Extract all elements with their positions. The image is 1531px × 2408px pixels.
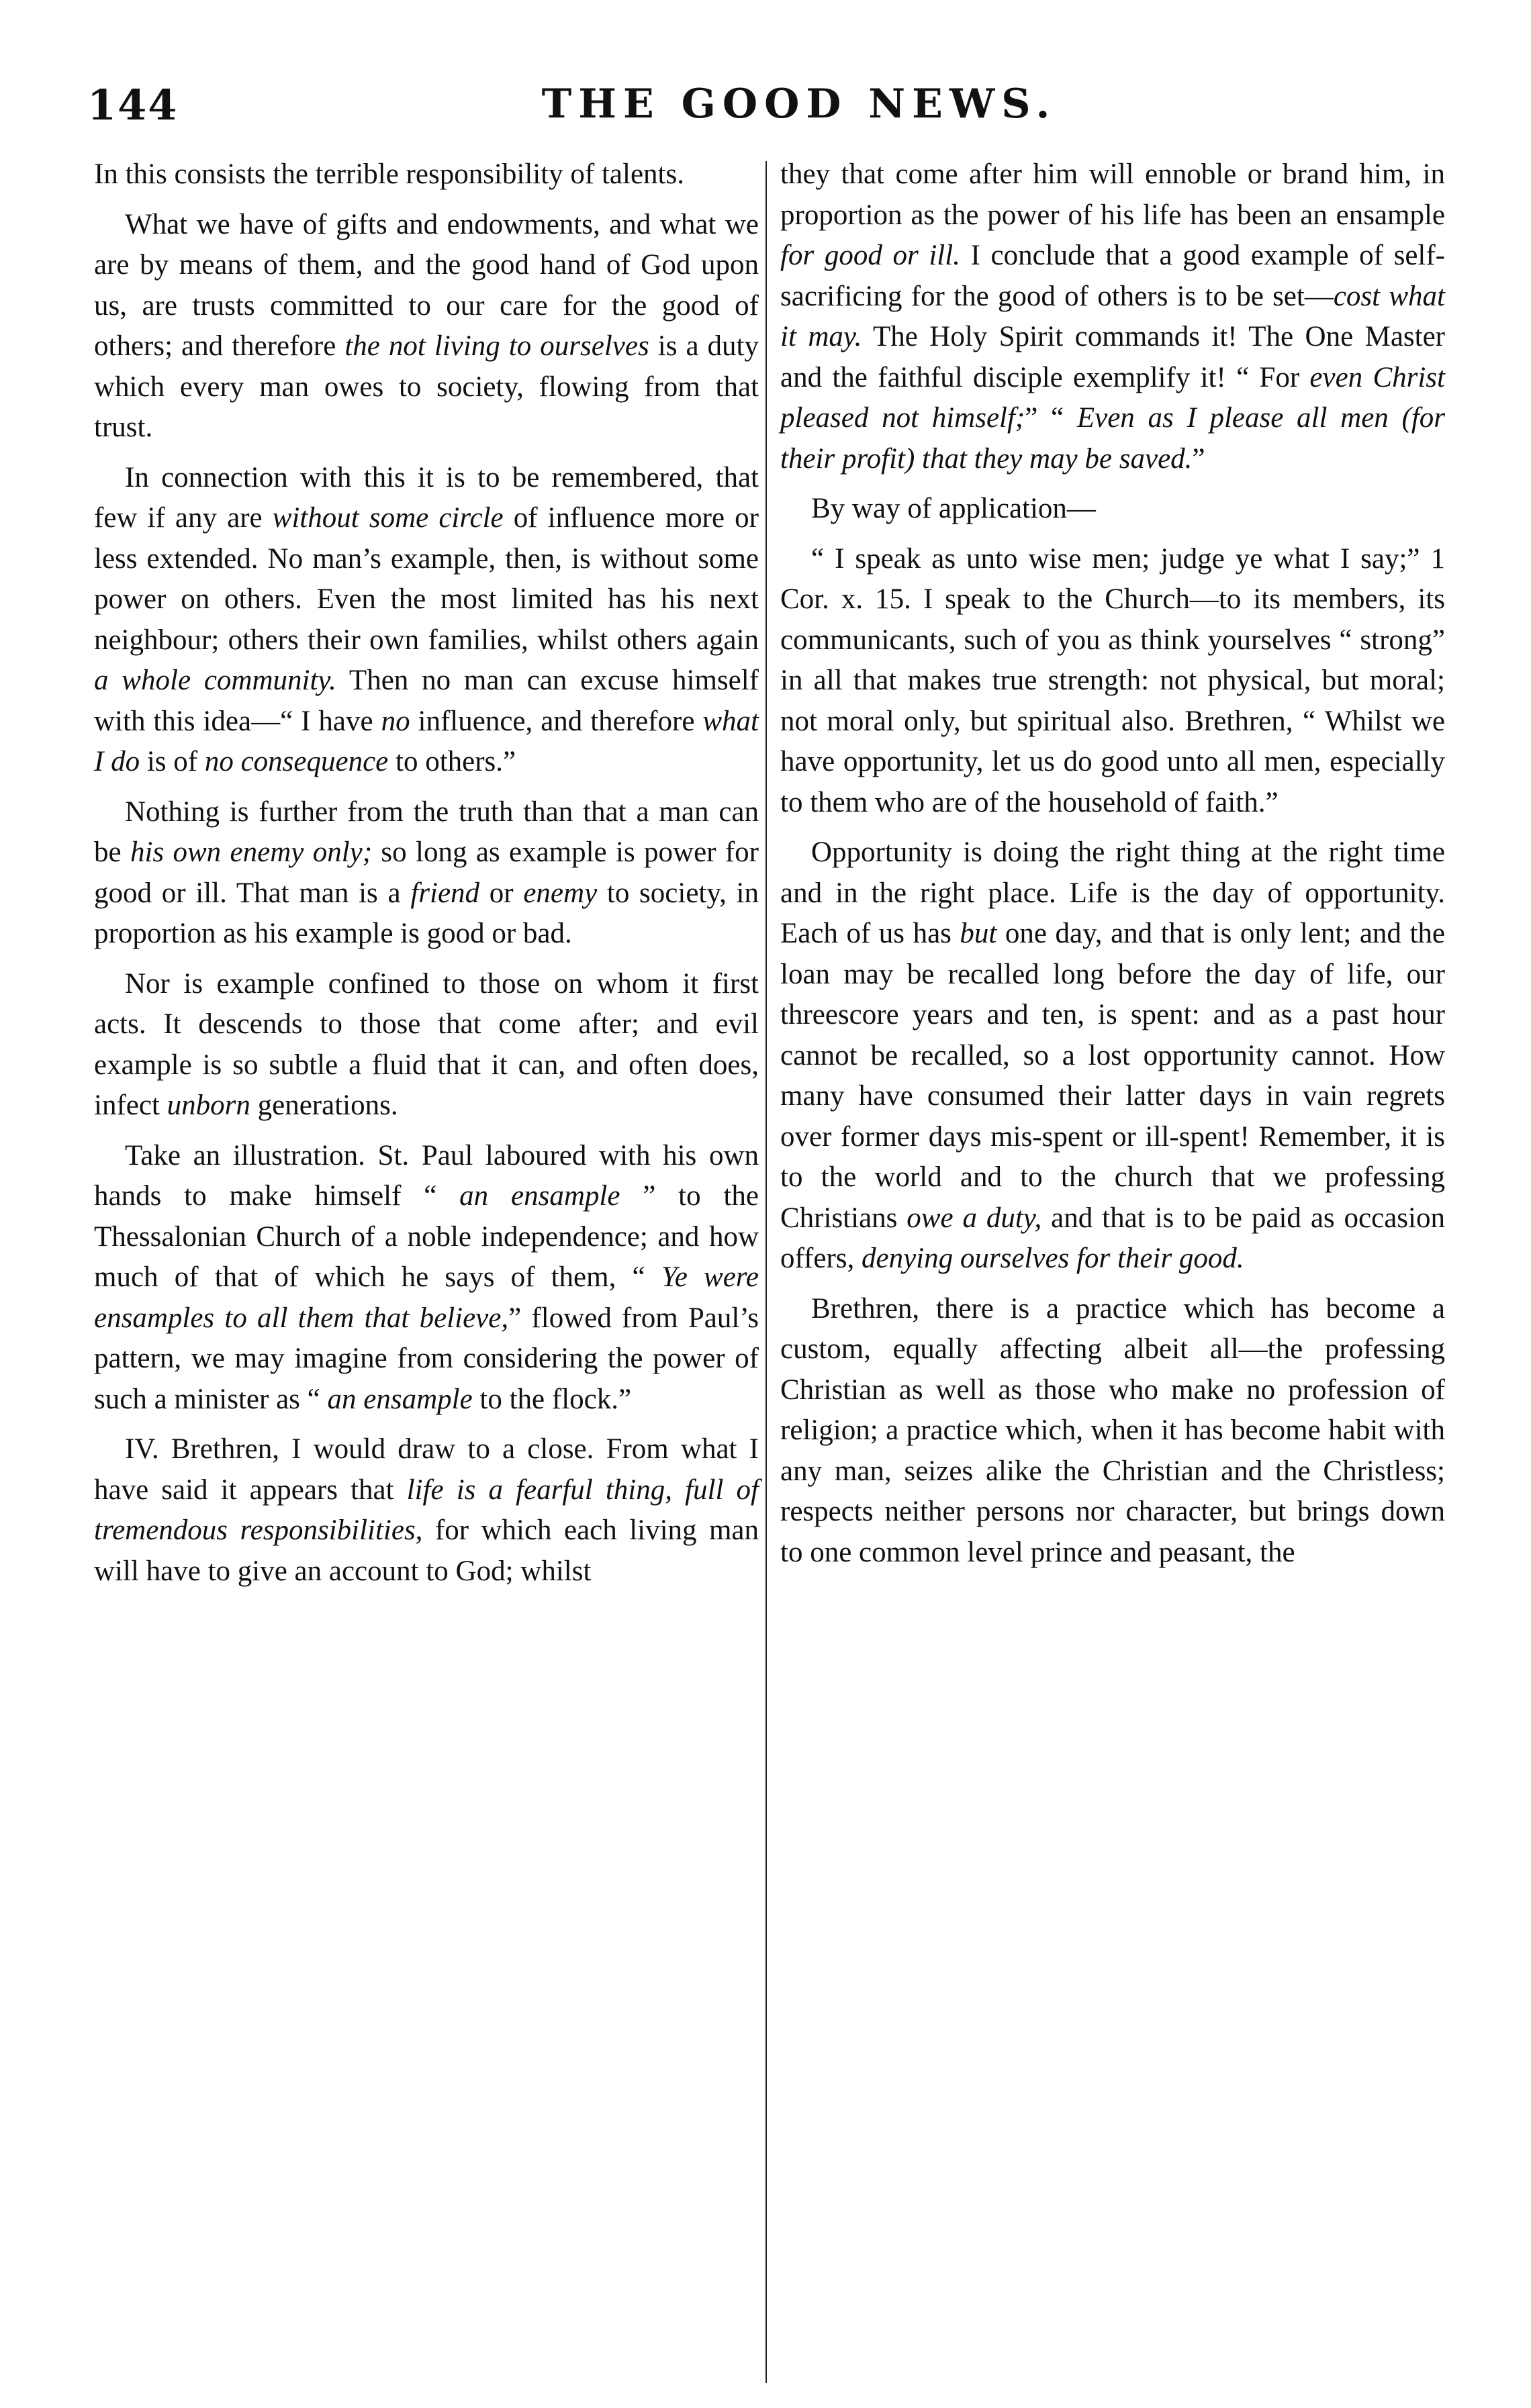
page-number: 144 [87, 81, 179, 130]
paragraph: they that come after him will ennoble or brand him, in proportion as the power of his life has been an ensample for good or ill. I conclude that a good example of self-sacrificing for the good of others is to be set—cost what it may. The Holy Spirit commands it! The One Master and the faithful disciple exemplify it! “ For even Christ pleased not himself;” “ Even as I please all men (for their profit) that they may be saved.” [780, 158, 1445, 475]
running-title: THE GOOD NEWS. [541, 81, 1057, 128]
paragraph: Brethren, there is a practice which has become a custom, equally affecting albeit all—the professing Christian as well as those who make no profession of religion; a practice which, when it has become habit with any man, seizes alike the Christian and the Christless; respects neither persons nor character, but brings down to one common level prince and peasant, the [780, 1292, 1445, 1568]
paragraph: In this consists the terrible responsibility of talents. [94, 158, 684, 190]
paragraph: IV. Brethren, I would draw to a close. From what I have said it appears that life is a fearful thing, full of tremendous responsibilities, for which each living man will have to give an account to God; whilst [94, 1433, 759, 1587]
paragraph: Take an illustration. St. Paul laboured with his own hands to make himself “ an ensample ” to the Thessalonian Church of a noble independence; and how much of that of which he says of them, “ Ye were ensamples to all them that believe,” flowed from Paul’s pattern, we may imagine from considering the power of such a minister as “ an ensample to the flock.” [94, 1139, 759, 1415]
left-column [94, 154, 759, 1601]
paragraph: Opportunity is doing the right thing at the right time and in the right place. Life is the day of opportunity. Each of us has but one day, and that is only lent; and the loan may be recalled long before the day of life, our threescore years and ten, is spent: and as a past hour cannot be recalled, so a lost opportunity cannot. How many have consumed their latter days in vain regrets over former days mis-spent or ill-spent! Remember, it is to the world and to the church that we professing Christians owe a duty, and that is to be paid as occasion offers, denying ourselves for their good. [780, 836, 1445, 1274]
right-column [780, 154, 1445, 1582]
column-divider [766, 161, 767, 2383]
paragraph: In connection with this it is to be remembered, that few if any are without some circle of influence more or less extended. No man’s example, then, is without some power on others. Even the most limited has his next neighbour; others their own families, whilst others again a whole community. Then no man can excuse himself with this idea—“ I have no influence, and therefore what I do is of no consequence to others.” [94, 461, 759, 777]
paragraph: Nothing is further from the truth than that a man can be his own enemy only; so long as example is power for good or ill. That man is a friend or enemy to society, in proportion as his example is good or bad. [94, 796, 759, 949]
paragraph: What we have of gifts and endowments, and what we are by means of them, and the good hand of God upon us, are trusts committed to our care for the good of others; and therefore the not living to ourselves is a duty which every man owes to society, flowing from that trust. [94, 208, 759, 443]
paragraph: Nor is example confined to those on whom it first acts. It descends to those that come after; and evil example is so subtle a fluid that it can, and often does, infect unborn generations. [94, 967, 759, 1121]
paragraph: By way of application— [811, 493, 1096, 524]
page-header [0, 81, 1531, 141]
paragraph: “ I speak as unto wise men; judge ye what I say;” 1 Cor. x. 15. I speak to the Church—to its members, its communicants, such of you as think yourselves “ strong” in all that makes true strength: not physical, but moral; not moral only, but spiritual also. Brethren, “ Whilst we have opportunity, let us do good unto all men, especially to them who are of the household of faith.” [780, 542, 1445, 818]
